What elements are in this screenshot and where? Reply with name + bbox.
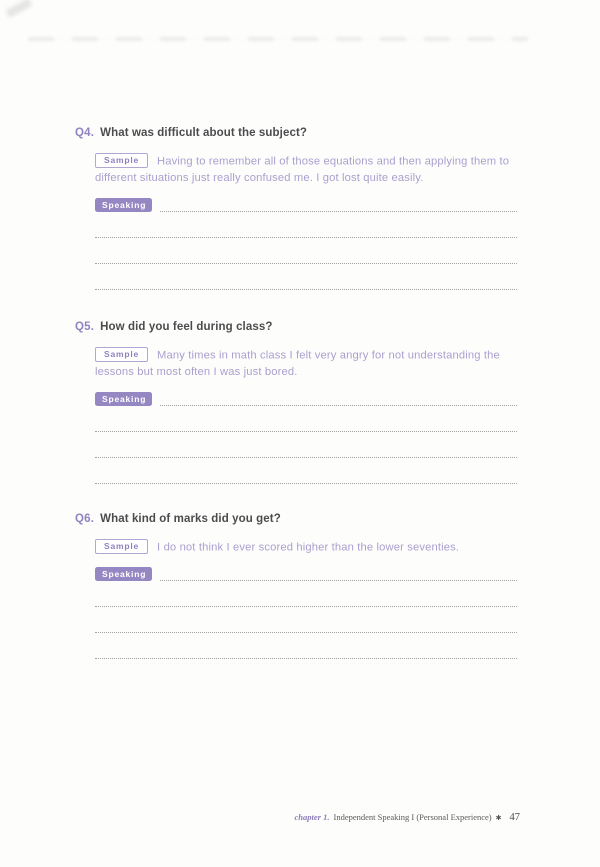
- scan-artifact-smudge: [28, 37, 528, 41]
- page-number: 47: [509, 812, 520, 823]
- scan-artifact-corner: [6, 0, 33, 18]
- answer-writing-line: [95, 633, 517, 659]
- answer-writing-line: [95, 406, 517, 432]
- question-block-q4: [75, 126, 517, 290]
- question-block-q5: [75, 320, 517, 484]
- question-number: Q5.: [75, 321, 95, 333]
- footer-asterisk-icon: ✱: [495, 814, 502, 822]
- question-text: What was difficult about the subject?: [100, 127, 308, 139]
- answer-writing-line: [95, 212, 517, 238]
- answer-writing-line: [160, 393, 517, 406]
- sample-answer-text: Many times in math class I felt very angry for not understanding the lessons but most often I was just bored.: [95, 349, 500, 378]
- question-heading: [75, 126, 517, 140]
- speaking-row: [95, 567, 517, 581]
- sample-paragraph: [95, 347, 517, 381]
- speaking-badge: Speaking: [95, 567, 152, 581]
- question-heading: [75, 512, 517, 526]
- chapter-title: Independent Speaking I (Personal Experience): [333, 812, 492, 822]
- speaking-row: [95, 198, 517, 212]
- question-heading: [75, 320, 517, 334]
- answer-writing-line: [160, 199, 517, 212]
- speaking-row: [95, 392, 517, 406]
- sample-answer-text: Having to remember all of those equations and then applying them to different situations just really confused me. I got lost quite easily.: [95, 155, 510, 184]
- question-text: What kind of marks did you get?: [100, 513, 281, 525]
- chapter-label: chapter 1.: [294, 812, 330, 822]
- answer-writing-line: [95, 581, 517, 607]
- sample-tag: Sample: [95, 153, 148, 168]
- sample-paragraph: [95, 539, 517, 556]
- answer-writing-line: [95, 607, 517, 633]
- page-footer: [295, 812, 520, 823]
- question-number: Q6.: [75, 513, 95, 525]
- answer-writing-line: [95, 238, 517, 264]
- sample-tag: Sample: [95, 539, 148, 554]
- question-number: Q4.: [75, 127, 95, 139]
- answer-writing-line: [95, 264, 517, 290]
- answer-writing-line: [160, 568, 517, 581]
- question-block-q6: [75, 512, 517, 659]
- answer-writing-line: [95, 432, 517, 458]
- sample-tag: Sample: [95, 347, 148, 362]
- speaking-badge: Speaking: [95, 198, 152, 212]
- sample-paragraph: [95, 153, 517, 187]
- sample-answer-text: I do not think I ever scored higher than the lower seventies.: [157, 541, 460, 554]
- answer-writing-line: [95, 458, 517, 484]
- question-text: How did you feel during class?: [100, 321, 273, 333]
- speaking-badge: Speaking: [95, 392, 152, 406]
